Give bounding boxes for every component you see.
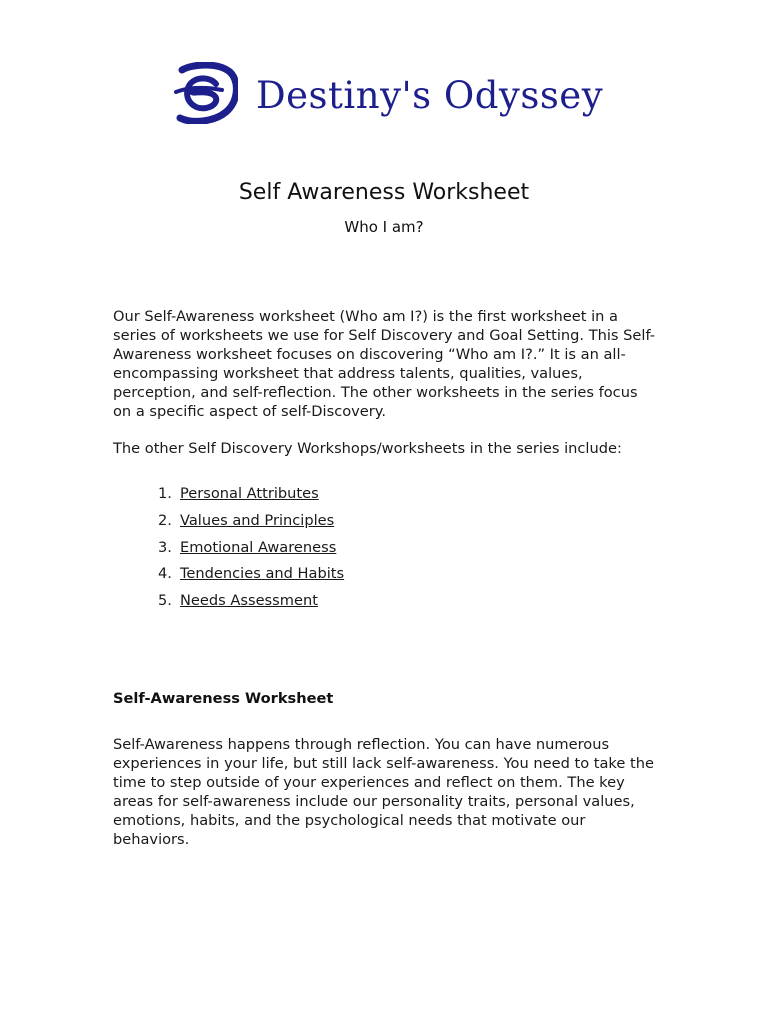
- section-heading: Self-Awareness Worksheet: [113, 690, 334, 707]
- logo-wordmark: Destiny's Odyssey: [256, 74, 604, 117]
- list-number: 1.: [158, 485, 172, 502]
- list-number: 2.: [158, 511, 172, 529]
- site-logo: [172, 60, 604, 140]
- page-title: Self Awareness Worksheet: [238, 180, 530, 205]
- list-number: 3.: [158, 538, 172, 556]
- link-tendencies-and-habits[interactable]: Tendencies and Habits: [180, 565, 345, 583]
- list-item: [158, 511, 344, 538]
- list-item: [158, 591, 344, 618]
- section-paragraph: Self-Awareness happens through reflection. You can have numerous experiences in your life, but still lack self-awareness. You need to take the time to step outside of your experiences and reflect on them. The key areas for self-awareness include our personality traits, personal values, emotions, habits, and the psychological needs that motivate our behaviors.: [113, 736, 654, 848]
- intro-paragraph: Our Self-Awareness worksheet (Who am I?) is the first worksheet in a series of worksheets we use for Self Discovery and Goal Setting. This Self-Awareness worksheet focuses on discovering “Who am I?.” It is an all-encompassing worksheet that address talents, qualities, values, perception, and self-reflection. The other worksheets in the series focus on a specific aspect of self-Discovery.: [113, 308, 656, 420]
- destinys-odyssey-monogram-icon: [172, 62, 238, 124]
- link-emotional-awareness[interactable]: Emotional Awareness: [180, 538, 337, 556]
- list-number: 5.: [158, 592, 172, 609]
- list-item: [158, 564, 344, 591]
- list-item: [158, 484, 344, 511]
- link-needs-assessment[interactable]: Needs Assessment: [180, 592, 318, 609]
- series-intro-text: The other Self Discovery Workshops/worksheets in the series include:: [113, 440, 622, 457]
- page-subtitle: Who I am?: [344, 218, 424, 236]
- list-number: 4.: [158, 565, 172, 583]
- link-values-and-principles[interactable]: Values and Principles: [180, 511, 335, 529]
- series-list: [158, 484, 344, 618]
- link-personal-attributes[interactable]: Personal Attributes: [180, 485, 319, 502]
- list-item: [158, 538, 344, 565]
